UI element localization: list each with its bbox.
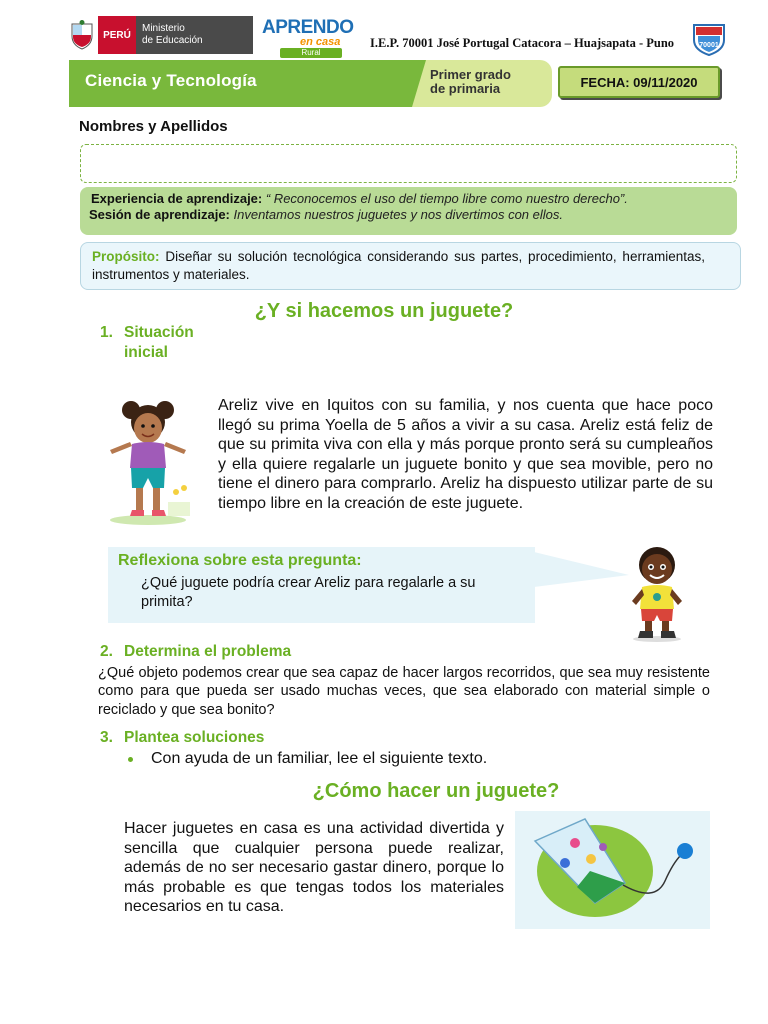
purpose-label: Propósito: <box>92 249 160 264</box>
names-field[interactable] <box>80 144 737 183</box>
en-casa-text: en casa <box>300 36 341 48</box>
problem-text: ¿Qué objeto podemos crear que sea capaz de hacer largos recorridos, que sea muy resistente como para que pueda ser usado muchas veces, que sea elaborado con material simple o reciclado y que sea bonito? <box>98 665 710 718</box>
howto-title: ¿Cómo hacer un juguete? <box>312 780 560 802</box>
grade-line2: de primaria <box>430 81 501 96</box>
bullet-text: Con ayuda de un familiar, lee el siguiente texto. <box>151 750 488 767</box>
bullet-dot-icon <box>128 757 133 762</box>
rural-text: Rural <box>280 48 342 58</box>
names-label: Nombres y Apellidos <box>79 118 228 135</box>
band-divider <box>412 60 426 107</box>
boy-illustration-icon <box>622 543 692 643</box>
purpose-text <box>92 248 705 283</box>
section-2-title: Determina el problema <box>124 643 292 660</box>
minedu-logo <box>66 16 253 54</box>
experience-value: “ Reconocemos el uso del tiempo libre como nuestro derecho”. <box>265 191 628 206</box>
ministerio-line2: de Educación <box>142 35 203 46</box>
peru-label: PERÚ <box>98 16 136 54</box>
ministerio-line1: Ministerio <box>142 23 185 34</box>
bottle-toy-icon <box>515 811 710 929</box>
session-value: Inventamos nuestros juguetes y nos divertimos con ellos. <box>233 207 564 222</box>
section-1-heading <box>100 323 194 363</box>
section-1-title-line1: Situación <box>124 324 194 341</box>
section-1-number: 1. <box>100 324 113 341</box>
story-paragraph: Areliz vive en Iquitos con su familia, y nos cuenta que hace poco llegó su prima Yoella de 5 años a vivir a su casa. Areliz está feliz de que su primita viva con ella y más porque pronto será su cumpleaños y ella quiere regalarle un juguete bonito y que sea movible, pero no tiene el dinero para comprarlo. Areliz ha dispuesto utilizar parte de su tiempo libre en la creación de este juguete. <box>218 397 713 512</box>
section-3-title: Plantea soluciones <box>124 729 265 746</box>
section-2-number: 2. <box>100 643 113 660</box>
purpose-value: Diseñar su solución tecnológica considerando sus partes, procedimiento, herramientas, instrumentos y materiales. <box>92 249 705 282</box>
ministerio-label <box>136 16 253 54</box>
bullet-item <box>128 750 487 768</box>
experience-label: Experiencia de aprendizaje: <box>91 191 263 206</box>
aprendo-text: APRENDO <box>262 17 354 38</box>
svg-text:70001: 70001 <box>699 42 719 49</box>
aprendo-en-casa-logo <box>262 18 364 58</box>
peru-shield-icon <box>66 16 98 54</box>
section-1-title-line2: inicial <box>124 344 168 361</box>
grade-label <box>430 68 511 96</box>
date-badge: FECHA: 09/11/2020 <box>558 66 720 98</box>
section-3-heading <box>100 728 264 748</box>
session-label: Sesión de aprendizaje: <box>89 207 230 222</box>
experience-line <box>91 190 628 207</box>
reflection-title: Reflexiona sobre esta pregunta: <box>118 552 362 569</box>
session-line <box>89 206 563 223</box>
school-name: I.E.P. 70001 José Portugal Catacora – Huajsapata - Puno <box>370 36 675 50</box>
speech-tail <box>534 547 634 597</box>
girl-illustration-icon <box>98 392 198 526</box>
section-2-heading <box>100 642 291 662</box>
school-crest-icon <box>690 22 728 56</box>
grade-line1: Primer grado <box>430 67 511 82</box>
howto-paragraph: Hacer juguetes en casa es una actividad divertida y sencilla que cualquier persona puede realizar, además de no ser necesario gastar dinero, porque lo más probable es que tengas todos los materiales necesarios en tu casa. <box>124 820 504 916</box>
section-3-number: 3. <box>100 729 113 746</box>
main-title: ¿Y si hacemos un juguete? <box>254 300 514 322</box>
reflection-question: ¿Qué juguete podría crear Areliz para regalarle a su primita? <box>141 575 476 610</box>
subject-title: Ciencia y Tecnología <box>85 71 257 90</box>
